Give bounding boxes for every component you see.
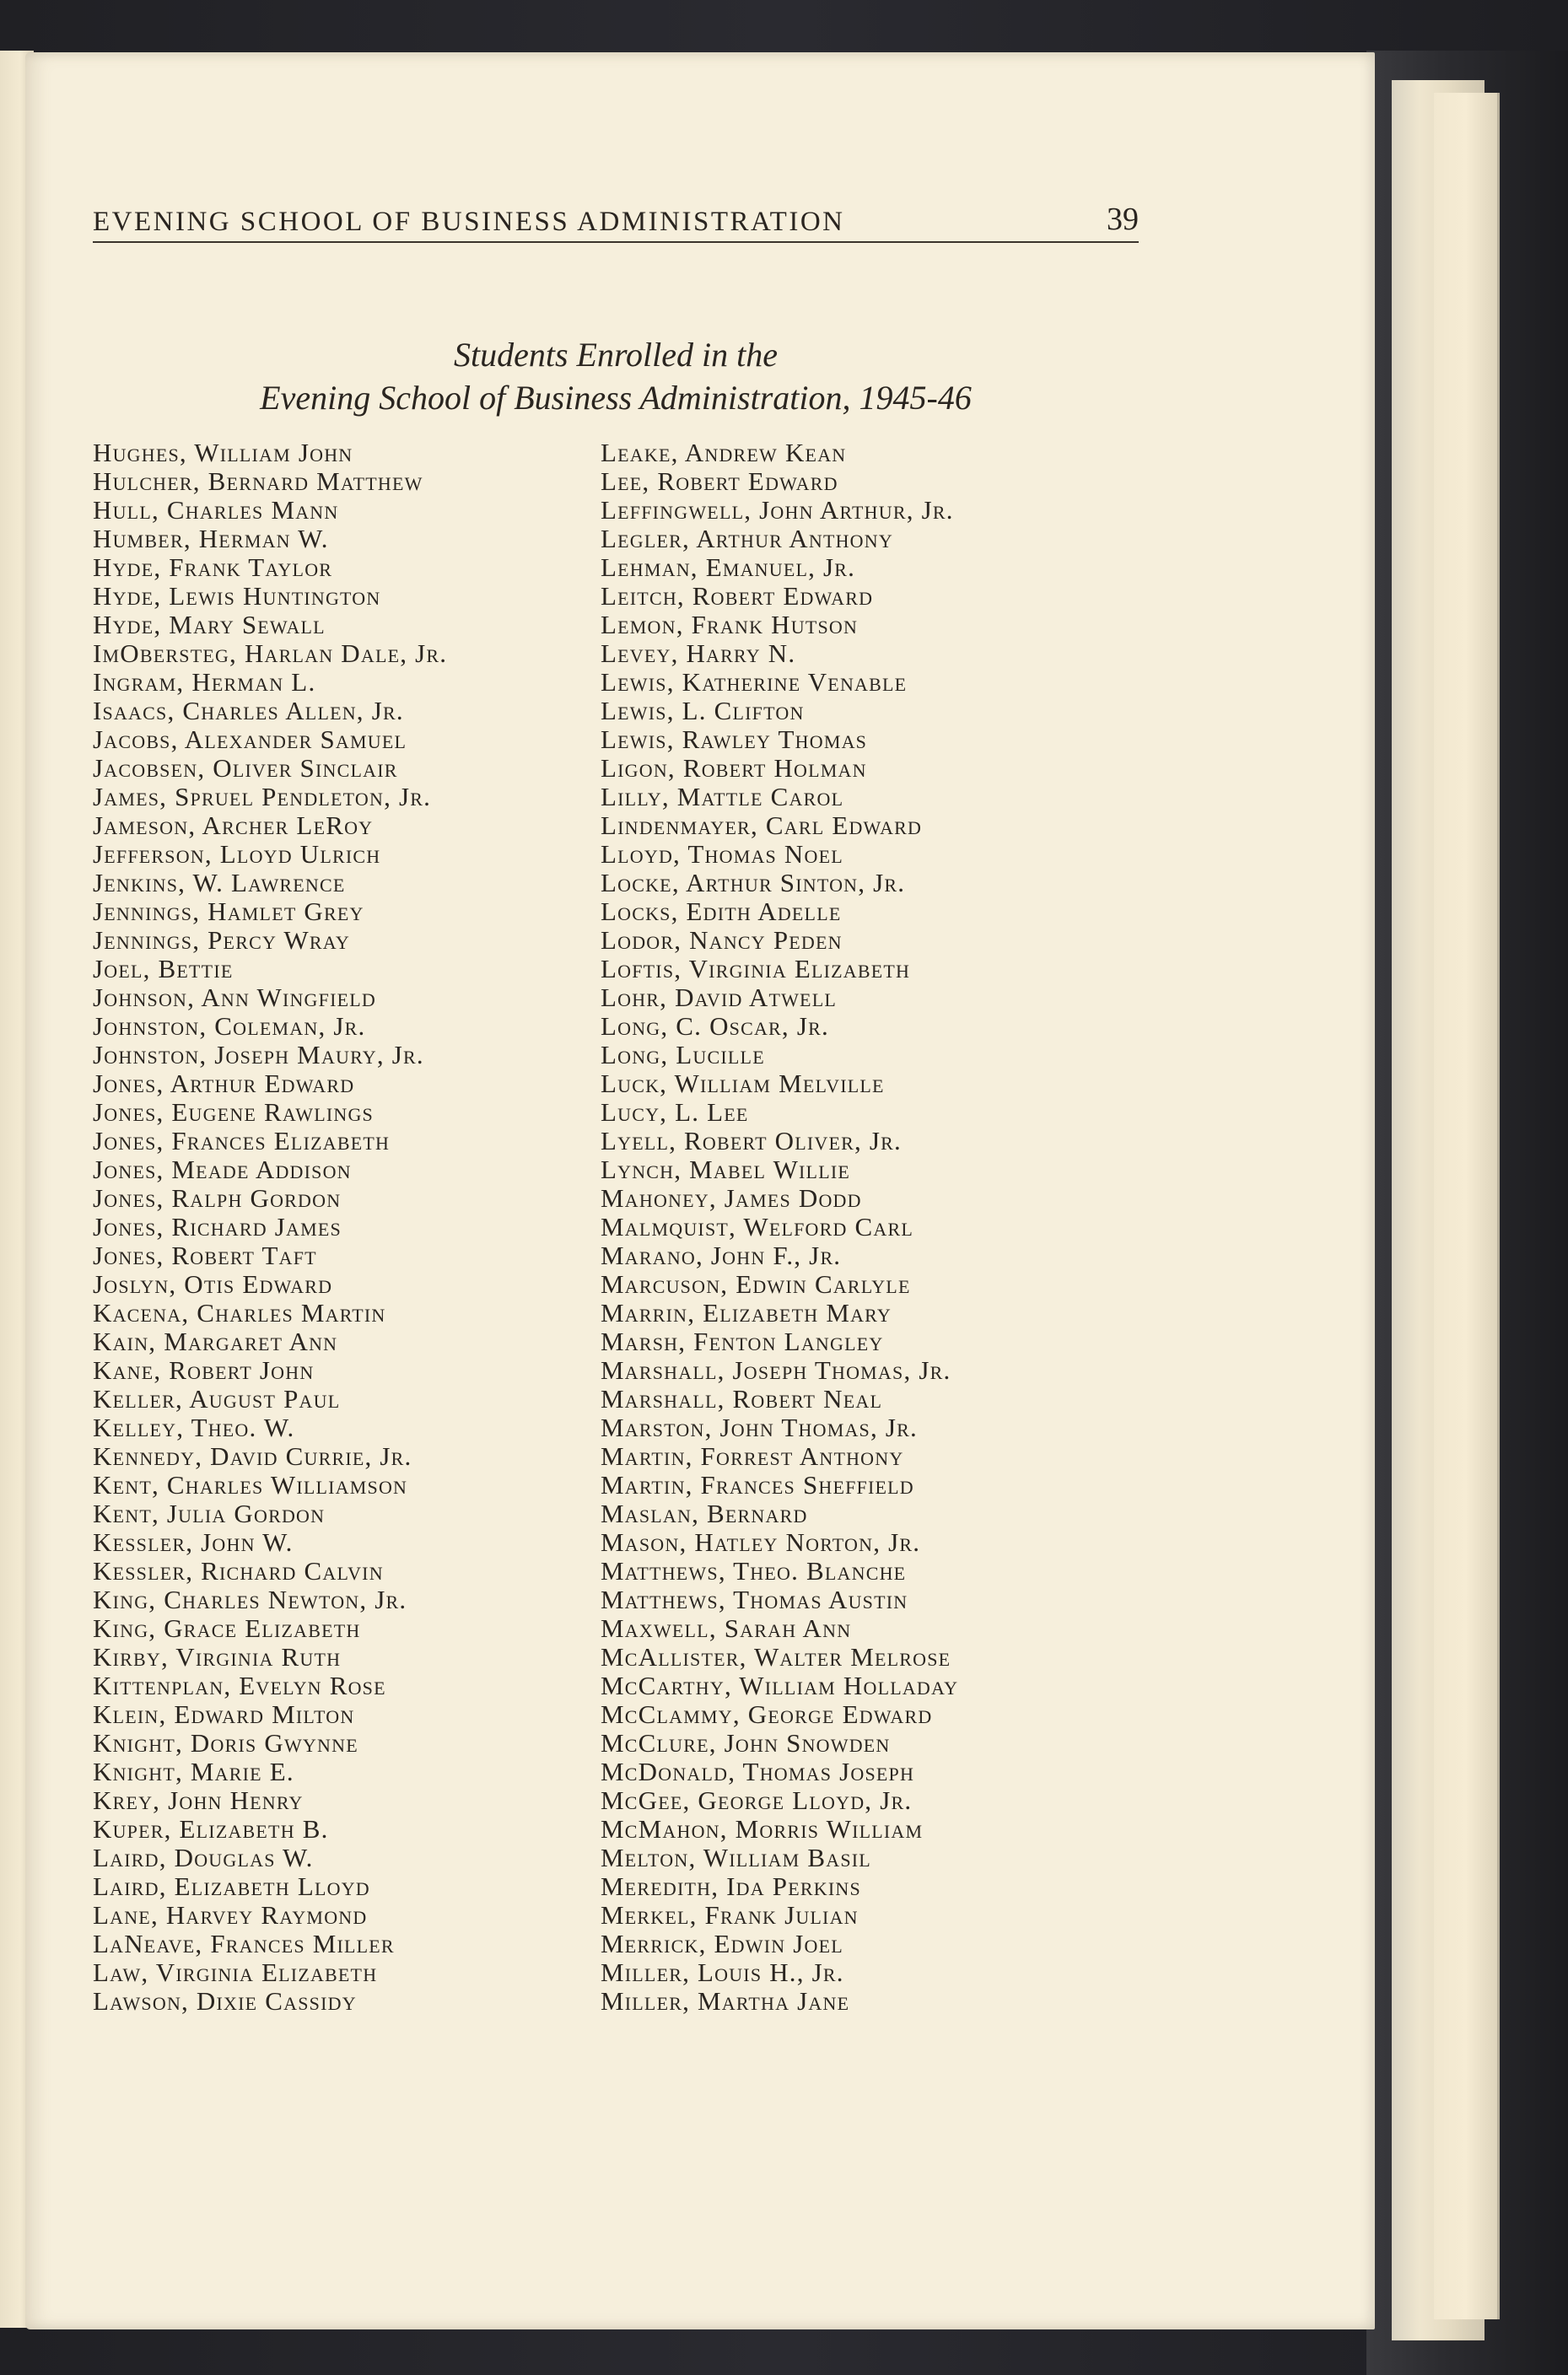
student-name: Marano, John F., Jr. <box>601 1241 842 1270</box>
student-name: McClure, John Snowden <box>601 1728 891 1758</box>
student-name: Jennings, Hamlet Grey <box>93 897 364 926</box>
student-name: McAllister, Walter Melrose <box>601 1642 951 1672</box>
student-name: Johnson, Ann Wingfield <box>93 983 376 1012</box>
student-name: Kennedy, David Currie, Jr. <box>93 1441 412 1471</box>
student-name: Leitch, Robert Edward <box>601 581 874 611</box>
student-name: LaNeave, Frances Miller <box>93 1929 395 1958</box>
student-name: Locks, Edith Adelle <box>601 897 842 926</box>
caption-line-1: Students Enrolled in the <box>453 336 779 374</box>
student-name: Ligon, Robert Holman <box>601 753 867 783</box>
student-name: Marrin, Elizabeth Mary <box>601 1298 892 1328</box>
student-name: Malmquist, Welford Carl <box>601 1212 914 1241</box>
page-number: 39 <box>1107 202 1139 237</box>
student-name: Mahoney, James Dodd <box>601 1183 862 1213</box>
student-name: Kessler, Richard Calvin <box>93 1556 384 1586</box>
student-name: Marcuson, Edwin Carlyle <box>601 1269 911 1299</box>
student-name: Maxwell, Sarah Ann <box>601 1613 852 1643</box>
student-name: Jones, Eugene Rawlings <box>93 1097 374 1127</box>
student-name: Jacobs, Alexander Samuel <box>93 724 407 754</box>
student-name: McGee, George Lloyd, Jr. <box>601 1785 913 1815</box>
student-name: Johnston, Coleman, Jr. <box>93 1011 366 1041</box>
student-name: Lilly, Mattle Carol <box>601 782 844 811</box>
student-name: Martin, Forrest Anthony <box>601 1441 904 1471</box>
student-name: Johnston, Joseph Maury, Jr. <box>93 1040 424 1069</box>
student-name: McDonald, Thomas Joseph <box>601 1757 915 1786</box>
student-name: McClammy, George Edward <box>601 1699 933 1729</box>
student-name: Loftis, Virginia Elizabeth <box>601 954 911 983</box>
student-name: Humber, Herman W. <box>93 524 329 553</box>
student-name: James, Spruel Pendleton, Jr. <box>93 782 432 811</box>
student-name: Merrick, Edwin Joel <box>601 1929 843 1958</box>
page-stack-edge-inner <box>1434 93 1500 2319</box>
student-name: Kirby, Virginia Ruth <box>93 1642 342 1672</box>
student-name: Joel, Bettie <box>93 954 234 983</box>
student-name: Knight, Marie E. <box>93 1757 294 1786</box>
running-head <box>93 196 1139 243</box>
student-name: Jacobsen, Oliver Sinclair <box>93 753 398 783</box>
student-name: Kent, Charles Williamson <box>93 1470 408 1500</box>
student-name: Laird, Elizabeth Lloyd <box>93 1871 370 1901</box>
student-name: Kuper, Elizabeth B. <box>93 1814 329 1844</box>
student-name: Kacena, Charles Martin <box>93 1298 386 1328</box>
student-name: Kittenplan, Evelyn Rose <box>93 1671 386 1700</box>
student-name: Lindenmayer, Carl Edward <box>601 811 923 840</box>
student-name: Keller, August Paul <box>93 1384 341 1414</box>
student-name: Lane, Harvey Raymond <box>93 1900 368 1930</box>
student-name: Lewis, L. Clifton <box>601 696 805 725</box>
student-name: Maslan, Bernard <box>601 1499 808 1528</box>
student-name: Hull, Charles Mann <box>93 495 339 525</box>
student-name: Kessler, John W. <box>93 1527 294 1557</box>
student-name: Hyde, Frank Taylor <box>93 552 333 582</box>
student-name: Kane, Robert John <box>93 1355 315 1385</box>
student-name: Hughes, William John <box>93 438 353 467</box>
caption-line-2: Evening School of Business Administration, 1945-46 <box>260 379 972 417</box>
student-name: Legler, Arthur Anthony <box>601 524 893 553</box>
student-name: Kent, Julia Gordon <box>93 1499 326 1528</box>
student-name: Lawson, Dixie Cassidy <box>93 1986 357 2016</box>
student-name: Lodor, Nancy Peden <box>601 925 843 955</box>
student-name: Jones, Robert Taft <box>93 1241 317 1270</box>
student-name: Isaacs, Charles Allen, Jr. <box>93 696 404 725</box>
student-name: Martin, Frances Sheffield <box>601 1470 914 1500</box>
student-list-left <box>93 439 599 2016</box>
student-name: Marston, John Thomas, Jr. <box>601 1413 918 1442</box>
student-name: Jones, Richard James <box>93 1212 342 1241</box>
student-name: Long, C. Oscar, Jr. <box>601 1011 829 1041</box>
student-name: Jones, Meade Addison <box>93 1155 352 1184</box>
student-name: Jones, Arthur Edward <box>93 1069 355 1098</box>
student-name: Levey, Harry N. <box>601 638 796 668</box>
student-name: Law, Virginia Elizabeth <box>93 1958 378 1987</box>
student-name: Matthews, Theo. Blanche <box>601 1556 907 1586</box>
student-name: Jameson, Archer LeRoy <box>93 811 374 840</box>
student-name: Hyde, Lewis Huntington <box>93 581 381 611</box>
student-name: Jennings, Percy Wray <box>93 925 350 955</box>
student-name: Joslyn, Otis Edward <box>93 1269 333 1299</box>
student-name: King, Grace Elizabeth <box>93 1613 361 1643</box>
student-name: Meredith, Ida Perkins <box>601 1871 861 1901</box>
student-name: Laird, Douglas W. <box>93 1843 314 1872</box>
running-head-title: EVENING SCHOOL OF BUSINESS ADMINISTRATION <box>93 207 845 237</box>
student-name: Leake, Andrew Kean <box>601 438 847 467</box>
student-name: Lloyd, Thomas Noel <box>601 839 843 869</box>
student-name: Leffingwell, John Arthur, Jr. <box>601 495 954 525</box>
student-name: Miller, Louis H., Jr. <box>601 1958 844 1987</box>
student-name: McCarthy, William Holladay <box>601 1671 959 1700</box>
student-name: Luck, William Melville <box>601 1069 885 1098</box>
student-name: King, Charles Newton, Jr. <box>93 1585 407 1614</box>
student-name: Kain, Margaret Ann <box>93 1327 338 1356</box>
student-name: Locke, Arthur Sinton, Jr. <box>601 868 906 897</box>
student-name: Long, Lucille <box>601 1040 765 1069</box>
student-name: Miller, Martha Jane <box>601 1986 850 2016</box>
student-name: Lohr, David Atwell <box>601 983 837 1012</box>
student-name: Lee, Robert Edward <box>601 466 838 496</box>
student-name: Lemon, Frank Hutson <box>601 610 859 639</box>
student-name: Ingram, Herman L. <box>93 667 316 697</box>
student-name: Jones, Frances Elizabeth <box>93 1126 391 1155</box>
student-name: Lynch, Mabel Willie <box>601 1155 850 1184</box>
section-caption <box>93 333 1139 419</box>
student-name: Lewis, Katherine Venable <box>601 667 908 697</box>
student-name: Marshall, Robert Neal <box>601 1384 883 1414</box>
student-name: Lyell, Robert Oliver, Jr. <box>601 1126 902 1155</box>
student-name: Jenkins, W. Lawrence <box>93 868 346 897</box>
student-name: Marsh, Fenton Langley <box>601 1327 884 1356</box>
student-name: Matthews, Thomas Austin <box>601 1585 908 1614</box>
student-name: Jones, Ralph Gordon <box>93 1183 342 1213</box>
student-name: Merkel, Frank Julian <box>601 1900 859 1930</box>
student-name: ImObersteg, Harlan Dale, Jr. <box>93 638 448 668</box>
student-name: Mason, Hatley Norton, Jr. <box>601 1527 921 1557</box>
student-name: Marshall, Joseph Thomas, Jr. <box>601 1355 951 1385</box>
student-name: McMahon, Morris William <box>601 1814 924 1844</box>
student-name: Lewis, Rawley Thomas <box>601 724 868 754</box>
student-name: Klein, Edward Milton <box>93 1699 355 1729</box>
student-name: Krey, John Henry <box>93 1785 304 1815</box>
student-name: Melton, William Basil <box>601 1843 871 1872</box>
student-name: Lehman, Emanuel, Jr. <box>601 552 856 582</box>
student-name: Knight, Doris Gwynne <box>93 1728 358 1758</box>
student-name: Jefferson, Lloyd Ulrich <box>93 839 381 869</box>
student-name: Lucy, L. Lee <box>601 1097 749 1127</box>
student-name: Hulcher, Bernard Matthew <box>93 466 423 496</box>
student-name: Kelley, Theo. W. <box>93 1413 295 1442</box>
student-list-right <box>601 439 1140 2016</box>
student-name: Hyde, Mary Sewall <box>93 610 326 639</box>
